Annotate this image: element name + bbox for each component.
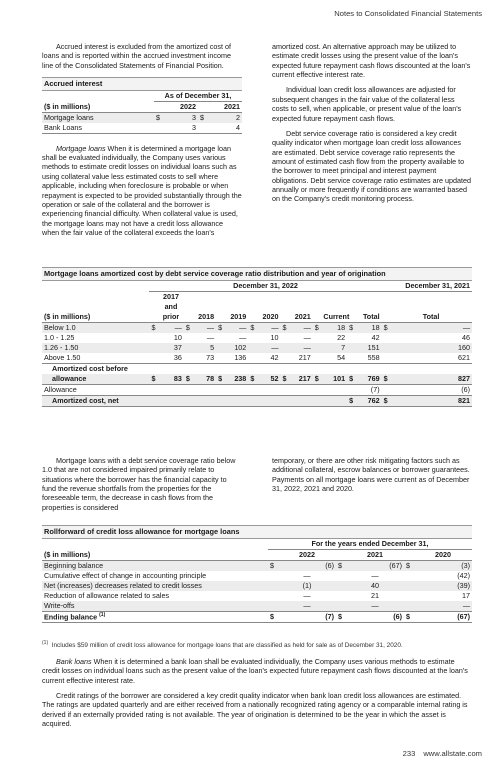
column-header: 2021 bbox=[289, 312, 313, 323]
left-column bbox=[42, 42, 242, 237]
table-row: Above 1.50 36 73 136 42 217 54 558 621 bbox=[44, 352, 470, 362]
table-row: Reduction of allowance related to sales — 21 17 bbox=[44, 590, 471, 600]
table-title: Accrued interest bbox=[42, 77, 242, 91]
unit-label: ($ in millions) bbox=[42, 312, 149, 323]
subtotal-row: Amortized cost before bbox=[52, 363, 128, 373]
column-header: Total bbox=[356, 312, 382, 323]
column-header: Current bbox=[323, 311, 350, 321]
accrued-interest-paragraph: Accrued interest is excluded from the amortized cost of loans and is reported within the accrued investment income line of the Consolidated Statements of Financial Position. bbox=[42, 42, 231, 70]
column-year: 2020 bbox=[414, 549, 472, 560]
table-row: Allowance (7) (6) bbox=[44, 384, 470, 394]
risk-factors-paragraph: temporary, or there are other risk mitigating factors such as additional collateral, escrow balances or borrower guarantees. Payments on all mortgage loans were current as of December 31, 2022, 2021 and 2020. bbox=[272, 456, 470, 494]
table-row: 1.0 - 1.25 10 — — 10 — 22 42 46 bbox=[44, 332, 470, 342]
column-header: Total bbox=[390, 312, 472, 323]
total-row: Amortized cost, net $ 762 $ 821 bbox=[42, 395, 472, 406]
table-row: Write-offs — — — bbox=[44, 600, 471, 610]
column-period: For the years ended December 31, bbox=[268, 539, 472, 550]
column-header: and bbox=[164, 301, 178, 311]
mid-left-column bbox=[42, 456, 242, 512]
dscr-paragraph: Debt service coverage ratio is considered a key credit quality indicator when mortgage loan credit loss allowances are estimated. Debt service coverage ratio represents the amount of estimated cash flow from the property available to the borrower to meet principal and interest payment obligations. Debt service coverage ratio estimates are updated annually or more frequently if conditions are warranted based on the Company's credit monitoring process. bbox=[272, 128, 471, 204]
right-column bbox=[272, 42, 472, 204]
column-year: 2021 bbox=[212, 101, 242, 112]
total-row: Ending balance $^{(1)}$ $ (7) $ (6) $ (67) bbox=[44, 611, 471, 622]
table-row: Mortgage loans $ 3 $ 2 bbox=[44, 113, 240, 123]
table-title: Rollforward of credit loss allowance for mortgage loans bbox=[42, 525, 472, 539]
page-number: 233 bbox=[402, 749, 416, 759]
column-year: 2022 bbox=[168, 101, 198, 112]
table-row: Net (increases) decreases related to credit losses (1) 40 (39) bbox=[44, 580, 471, 590]
subtotal-row: allowance $ 83 $ 78 $ 238 $ 52 $ 217 $ 101 $ 769 $ 827 bbox=[42, 374, 472, 385]
column-header: 2018 bbox=[192, 312, 216, 323]
page-header: Notes to Consolidated Financial Statements bbox=[334, 9, 482, 18]
allowance-paragraph: Individual loan credit loss allowances are adjusted for subsequent changes in the fair value of the collateral less costs to sell, when applicable, or present value of the loan's expected future repayment cash flows. bbox=[272, 85, 462, 123]
table-row: Cumulative effect of change in accounting principle — — (42) bbox=[44, 570, 471, 580]
mortgage-loans-paragraph: Mortgage loans When it is determined a mortgage loan shall be evaluated individually, the Company uses various methods to estimate credit losses on individual loans such as using collateral value less estimated costs to sell where applicable, including when foreclosure is probable or when repayment is expected to be provided substantially through the operation or sale of the collateral and the borrower is experiencing financial difficulty. When collateral value is used, the mortgage loans may not have a credit loss allowance when the fair value of the collateral exceeds the loan's bbox=[42, 143, 242, 237]
table-row: Below 1.0 $ — $ — $ — $ — $ — $ 18 $ 18 $ — bbox=[44, 322, 470, 332]
column-header: 2019 bbox=[225, 312, 249, 323]
bank-loans-paragraph: Bank loans When it is determined a bank loan shall be evaluated individually, the Company uses various methods to estimate credit losses on individual loans such as the present value of the loan's expected future repayment cash flows discounted at the loan's current effective interest rate. bbox=[42, 657, 468, 685]
mid-right-column bbox=[272, 456, 472, 493]
website-link[interactable]: www.allstate.com bbox=[423, 749, 482, 759]
column-header: 2020 bbox=[257, 312, 281, 323]
column-year: 2021 bbox=[346, 549, 404, 560]
unit-label: ($ in millions) bbox=[42, 101, 154, 112]
column-header: 2017 bbox=[162, 291, 179, 301]
below-one-paragraph: Mortgage loans with a debt service coverage ratio below 1.0 that are not considered impaired primarily relate to situations where the borrower has the financial capacity to fund the revenue shortfalls from the properties for the foreseeable term, the decrease in cash flows from the properties is considered bbox=[42, 456, 236, 512]
dscr-table bbox=[42, 267, 472, 407]
footnote: $^{(1)}$ Includes $59 million of credit loss allowance for mortgage loans that are classified as held for sale as of December 31, 2020. bbox=[42, 640, 403, 650]
page-footer bbox=[403, 749, 482, 759]
column-header: prior bbox=[158, 312, 184, 323]
unit-label: ($ in millions) bbox=[42, 549, 268, 560]
table-row: Bank Loans 3 4 bbox=[44, 123, 240, 133]
approach-paragraph: amortized cost. An alternative approach may be utilized to estimate credit losses using the present value of the loan's expected future repayment cash flows discounted at the loan's current effective interest rate. bbox=[272, 42, 471, 80]
rollforward-table bbox=[42, 525, 472, 623]
period-2021: December 31, 2021 bbox=[382, 281, 472, 292]
column-year: 2022 bbox=[278, 549, 336, 560]
bottom-section bbox=[42, 657, 472, 729]
table-row: 1.26 - 1.50 37 5 102 — — 7 151 160 bbox=[44, 342, 470, 352]
table-row: Beginning balance $ (6) $ (67) $ (3) bbox=[44, 560, 471, 570]
accrued-interest-table bbox=[42, 77, 242, 134]
period-2022: December 31, 2022 bbox=[149, 281, 381, 292]
column-period: As of December 31, bbox=[154, 91, 242, 102]
credit-ratings-paragraph: Credit ratings of the borrower are considered a key credit quality indicator when bank loan credit loss allowances are estimated. The ratings are updated quarterly and are either received from a nationally recognized rating agency or a comparable internal rating is derived if an externally provided rating is not available. The year of origination is determined to be the year in which the asset is acquired. bbox=[42, 691, 468, 729]
table-title: Mortgage loans amortized cost by debt service coverage ratio distribution and year of origination bbox=[42, 267, 472, 281]
